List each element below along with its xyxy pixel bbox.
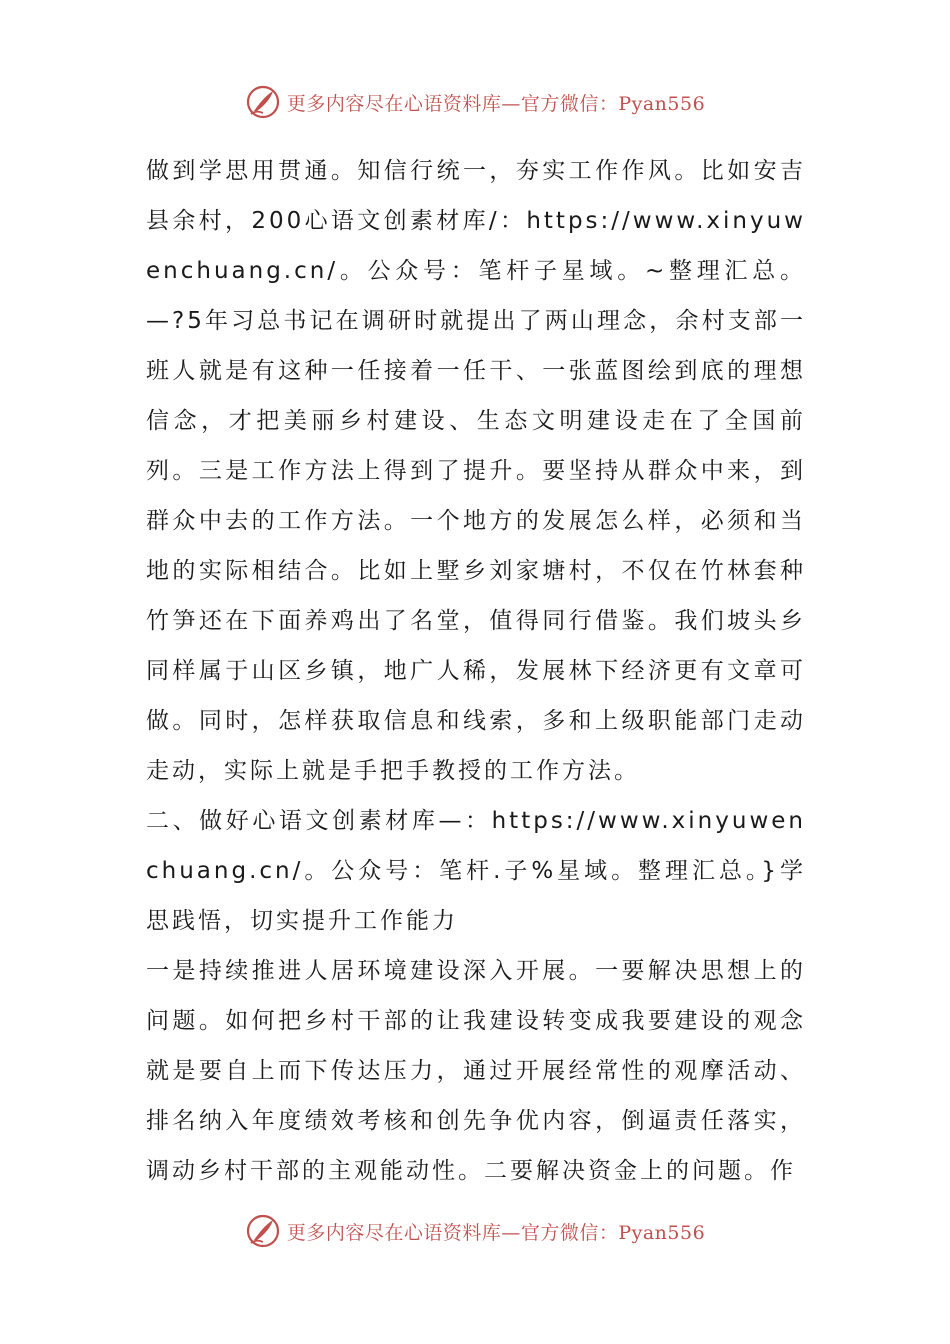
footer-banner: [0, 1209, 950, 1253]
body-paragraph: 做到学思用贯通。知信行统一，夯实工作作风。比如安吉县余村，200心语文创素材库/：https://www.xinyuwenchuang.cn/。公众号：笔杆子星域。~整理汇总。—?5年习总书记在调研时就提出了两山理念，余村支部一班人就是有这种一任接着一任干、一张蓝图绘到底的理想信念，才把美丽乡村建设、生态文明建设走在了全国前列。三是工作方法上得到了提升。要坚持从群众中来，到群众中去的工作方法。一个地方的发展怎么样，必须和当地的实际相结合。比如上墅乡刘家塘村，不仅在竹林套种竹笋还在下面养鸡出了名堂，值得同行借鉴。我们坡头乡同样属于山区乡镇，地广人稀，发展林下经济更有文章可做。同时，怎样获取信息和线索，多和上级职能部门走动走动，实际上就是手把手教授的工作方法。: [146, 158, 806, 784]
header-banner: [0, 80, 950, 124]
header-banner-text: 更多内容尽在心语资料库—官方微信：Pyan556: [286, 92, 706, 115]
pen-logo-icon: [245, 1213, 281, 1249]
pen-logo-icon: [245, 84, 281, 120]
body-paragraph: 一是持续推进人居环境建设深入开展。一要解决思想上的问题。如何把乡村干部的让我建设转变成我要建设的观念就是要自上而下传达压力，通过开展经常性的观摩活动、排名纳入年度绩效考核和创先争优内容，倒逼责任落实，调动乡村干部的主观能动性。二要解决资金上的问题。作: [146, 958, 806, 1184]
footer-banner-text: 更多内容尽在心语资料库—官方微信：Pyan556: [286, 1221, 706, 1244]
document-body: [146, 146, 806, 1196]
section-heading-paragraph: 二、做好心语文创素材库—：https://www.xinyuwenchuang.cn/。公众号：笔杆.子%星域。整理汇总。}学思践悟，切实提升工作能力: [146, 808, 806, 934]
